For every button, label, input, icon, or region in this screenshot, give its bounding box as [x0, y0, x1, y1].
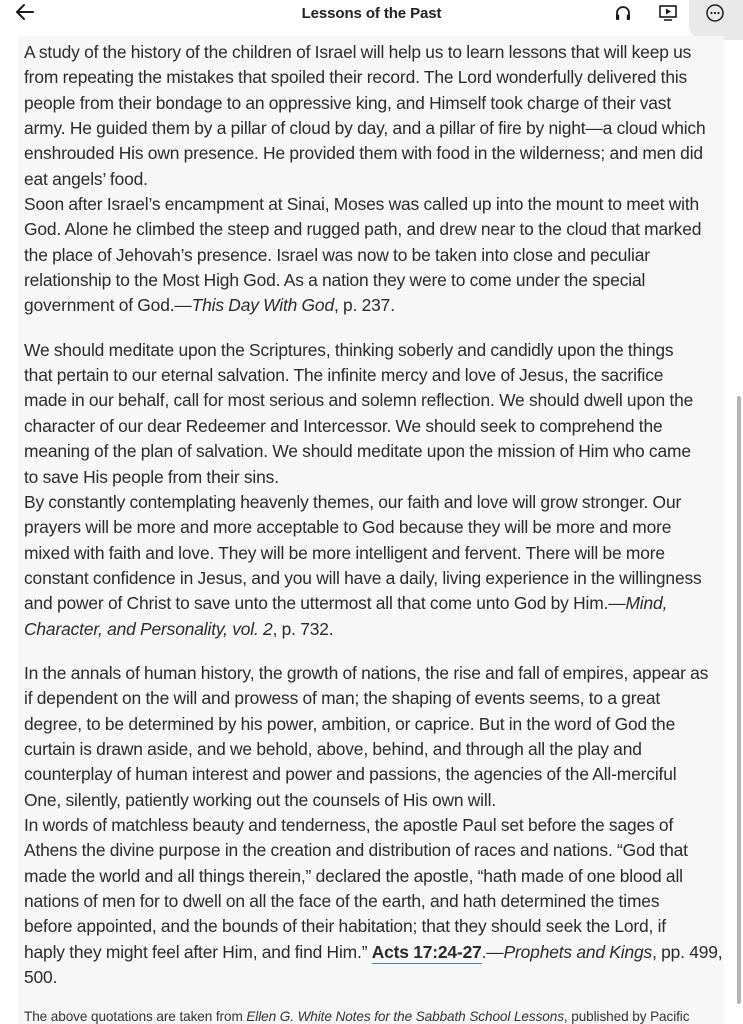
- text-segment: haply they might feel after Him, and find Him.”: [24, 941, 372, 962]
- text-line: [24, 940, 724, 965]
- top-app-bar: [0, 0, 743, 30]
- paragraph: [24, 813, 724, 990]
- text-line: [24, 591, 724, 616]
- listen-audio-button[interactable]: [610, 3, 636, 27]
- text-line: Soon after Israel’s encampment at Sinai, Moses was called up into the mount to meet with: [24, 194, 700, 215]
- text-line: constant confidence in Jesus, and you will have a daily, living experience in the willingness: [24, 567, 702, 588]
- lesson-content: [24, 40, 724, 1009]
- more-ellipsis-icon: [705, 3, 725, 28]
- text-line: relationship to the Most High God. As a nation they were to come under the special: [24, 270, 646, 291]
- text-line: mixed with faith and love. They will be more intelligent and fervent. There will be more: [24, 542, 665, 563]
- text-line: 500.: [24, 967, 58, 988]
- text-line: In the annals of human history, the growth of nations, the rise and fall of empires, appear as: [24, 662, 709, 683]
- paragraph: [24, 192, 724, 319]
- footnote-suffix: , published by Pacific: [563, 1009, 690, 1024]
- quote-section-1: [24, 40, 724, 319]
- text-line: character of our dear Redeemer and Intercessor. We should seek to comprehend the: [24, 415, 663, 436]
- source-footnote: [24, 1009, 724, 1024]
- watch-video-button[interactable]: [655, 3, 681, 27]
- text-line: from repeating the mistakes that spoiled their record. The Lord wonderfully delivered this: [24, 67, 688, 88]
- scrollbar[interactable]: [737, 396, 741, 1004]
- play-screen-icon: [658, 4, 678, 27]
- text-line: We should meditate upon the Scriptures, thinking soberly and candidly upon the things: [24, 339, 674, 360]
- text-line: army. He guided them by a pillar of cloud by day, and a pillar of fire by night—a cloud which: [24, 118, 706, 139]
- citation-title: This Day With God: [191, 295, 334, 316]
- paragraph: [24, 40, 724, 192]
- paragraph: [24, 338, 724, 490]
- text-line: curtain is drawn aside, and we behold, above, behind, and through all the play and: [24, 738, 642, 759]
- text-line: Athens the divine purpose in the creation and distribution of races and nations. “God that: [24, 840, 688, 861]
- text-line: people from their bondage to an oppressive king, and Himself took charge of their vast: [24, 92, 672, 113]
- text-segment: .—: [481, 941, 504, 962]
- paragraph: [24, 661, 724, 813]
- text-line: the place of Jehovah’s presence. Israel was now to be taken into close and peculiar: [24, 244, 650, 265]
- text-line: counterplay of human interest and power and passions, the agencies of the All-merciful: [24, 764, 677, 785]
- text-line: One, silently, patiently working out the counsels of His own will.: [24, 789, 497, 810]
- citation-title: Character, and Personality, vol. 2: [24, 618, 273, 639]
- text-line: meaning of the plan of salvation. We should meditate upon the mission of Him who came: [24, 441, 691, 462]
- text-line: that pertain to our eternal salvation. The infinite mercy and love of Jesus, the sacrifice: [24, 365, 664, 386]
- text-line: nations of men for to dwell on all the face of the earth, and hath determined the times: [24, 891, 660, 911]
- text-line: prayers will be more and more acceptable to God because they will be more and more: [24, 517, 672, 538]
- footnote-prefix: The above quotations are taken from: [24, 1009, 247, 1024]
- back-button[interactable]: [12, 2, 38, 26]
- text-line: eat angels’ food.: [24, 168, 148, 189]
- text-segment: government of God.—: [24, 295, 192, 316]
- citation-title: Mind,: [625, 593, 668, 614]
- text-line: made the world and all things therein,” declared the apostle, “hath made of one blood all: [24, 865, 683, 886]
- scripture-link-acts[interactable]: Acts 17:24-27: [371, 941, 482, 962]
- text-segment: and power of Christ to save unto the uttermost all that come unto God by Him.—: [24, 593, 626, 614]
- text-line: to save His people from their sins.: [24, 466, 279, 487]
- text-line: enshrouded His own presence. He provided them with food in the wilderness; and men did: [24, 143, 703, 164]
- citation-page: , p. 732.: [272, 618, 334, 639]
- text-line: made in our behalf, call for most serious and solemn reflection. We should dwell upon the: [24, 390, 694, 411]
- text-line: By constantly contemplating heavenly themes, our faith and love will grow stronger. Our: [24, 491, 682, 512]
- text-line: if dependent on the will and prowess of man; the shaping of events seems, to a great: [24, 688, 661, 709]
- citation-page: , pp. 499,: [652, 941, 723, 962]
- footnote-source-title: Ellen G. White Notes for the Sabbath School Lessons: [246, 1009, 564, 1024]
- text-line: God. Alone he climbed the steep and rugged path, and drew near to the cloud that marked: [24, 219, 702, 240]
- quote-section-3: [24, 661, 724, 990]
- citation-page: , p. 237.: [333, 295, 395, 316]
- text-line: In words of matchless beauty and tenderness, the apostle Paul set before the sages of: [24, 814, 674, 835]
- paragraph: [24, 490, 724, 642]
- headphones-icon: [614, 4, 632, 27]
- citation-title: Prophets and Kings: [503, 941, 653, 962]
- text-line: A study of the history of the children of Israel will help us to learn lessons that will keep us: [24, 42, 692, 62]
- page-title: Lessons of the Past: [301, 5, 442, 22]
- text-line: degree, to be determined by his power, ambition, or caprice. But in the word of God the: [24, 713, 676, 734]
- text-line: [24, 293, 724, 318]
- text-line: [24, 617, 724, 642]
- arrow-left-icon: [15, 3, 35, 26]
- more-options-button[interactable]: [702, 3, 728, 27]
- text-line: before appointed, and the bounds of their habitation; that they should seek the Lord, if: [24, 916, 666, 937]
- quote-section-2: [24, 338, 724, 642]
